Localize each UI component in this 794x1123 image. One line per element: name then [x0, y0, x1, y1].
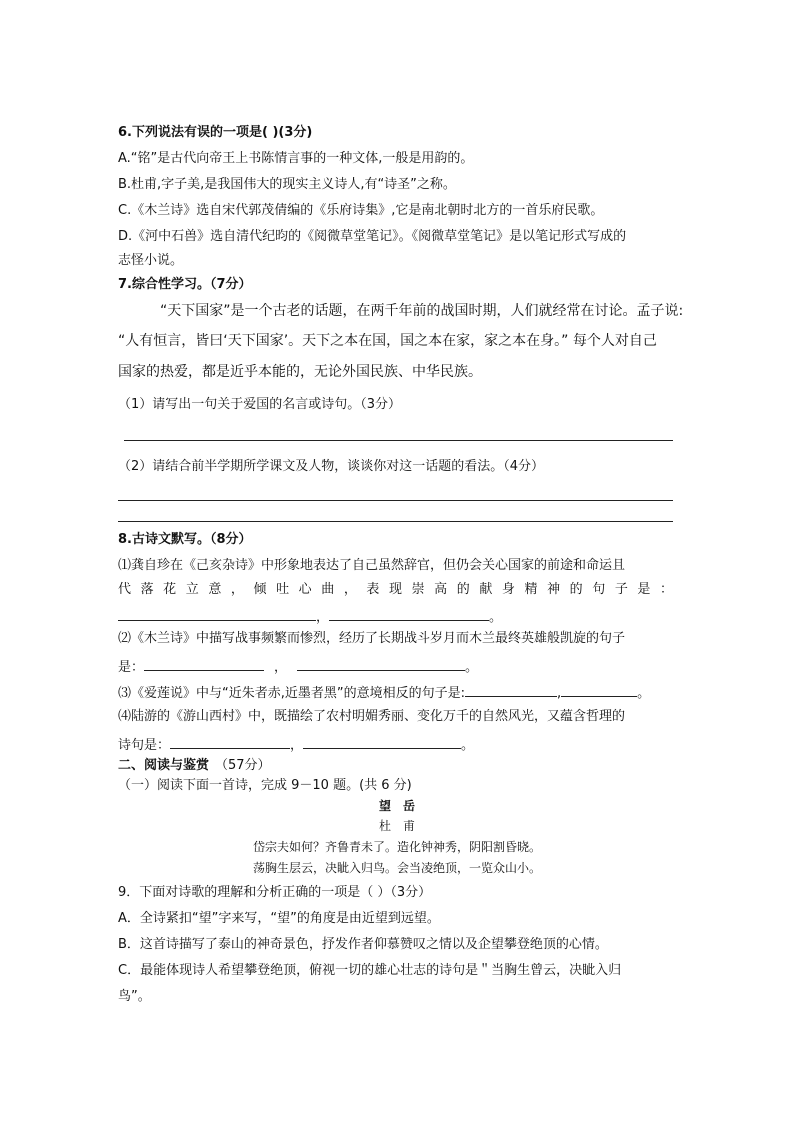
prefix: 是： [118, 660, 145, 675]
q6-title: 6.下列说法有误的一项是( )(3分) [118, 125, 313, 140]
q8-item1-line1: ⑴龚自珍在《己亥杂诗》中形象地表达了自己虽然辞官，但仍会关心国家的前途和命运且 [118, 558, 626, 573]
q9-option-a: A．全诗紧扣“望”字来写，“望”的角度是由近望到远望。 [118, 911, 440, 926]
q9-option-c-line2: 鸟”。 [118, 989, 151, 1004]
q7-paragraph-line1: “天下国家”是一个古老的话题，在两千年前的战国时期，人们就经常在讨论。孟子说: [160, 303, 684, 319]
poem-line-1: 岱宗夫如何？齐鲁青未了。造化钟神秀，阴阳割昏晓。 [252, 840, 541, 854]
fill-blank[interactable] [303, 734, 461, 749]
section2-heading [118, 757, 271, 775]
fill-blank[interactable] [144, 656, 264, 671]
q7-title: 7.综合性学习。（7分） [118, 277, 252, 292]
answer-line[interactable] [124, 440, 673, 441]
q7-subquestion-1: （1）请写出一句关于爱国的名言或诗句。（3分） [118, 397, 402, 412]
answer-line[interactable] [118, 500, 673, 501]
separator: , [556, 686, 562, 701]
period: 。 [465, 660, 479, 675]
poem-author: 杜 甫 [378, 819, 415, 833]
separator: ， [274, 660, 288, 675]
q8-item1-answer-row [118, 606, 502, 627]
q8-item4-answer-row [118, 734, 474, 755]
q7-paragraph-line3: 国家的热爱，都是近乎本能的，无论外国民族、中华民族。 [118, 364, 482, 380]
poem-line-2: 荡胸生层云，决眦入归鸟。会当凌绝顶，一览众山小。 [252, 861, 541, 875]
fill-blank[interactable] [297, 656, 465, 671]
separator: ， [316, 610, 330, 625]
q6-option-a: A.“铭”是古代向帝王上书陈情言事的一种文体,一般是用韵的。 [118, 151, 474, 166]
q6-option-b: B.杜甫,字子美,是我国伟大的现实主义诗人,有“诗圣”之称。 [118, 177, 456, 192]
q8-item3-row [118, 682, 650, 703]
q9-option-b: B．这首诗描写了泰山的神奇景色，抒发作者仰慕赞叹之情以及企望攀登绝顶的心情。 [118, 937, 608, 952]
period: 。 [489, 610, 503, 625]
period: 。 [461, 738, 475, 753]
q6-option-d-line1: D.《河中石兽》选自清代纪昀的《阅微草堂笔记》。《阅微草堂笔记》是以笔记形式写成的 [118, 229, 627, 244]
fill-blank[interactable] [329, 606, 489, 621]
q8-item2-answer-row [118, 656, 478, 677]
fill-blank[interactable] [118, 606, 316, 621]
prefix: ⑶《爱莲说》中与“近朱者赤,近墨者黑”的意境相反的句子是: [118, 686, 465, 701]
q9-title: 9．下面对诗歌的理解和分析正确的一项是（ ）（3分） [118, 885, 432, 900]
q6-option-c: C.《木兰诗》选自宋代郭茂倩编的《乐府诗集》,它是南北朝时北方的一首乐府民歌。 [118, 203, 604, 218]
answer-line[interactable] [118, 521, 673, 522]
section2-title: 二、阅读与鉴赏 [118, 758, 210, 773]
fill-blank[interactable] [170, 734, 290, 749]
q8-item1-line2: 代落花立意，倾吐心曲，表现崇高的献身精神的句子是： [118, 582, 673, 597]
fill-blank[interactable] [561, 682, 637, 697]
section2-subheading: （一）阅读下面一首诗，完成 9－10 题。(共 6 分) [118, 778, 412, 793]
fill-blank[interactable] [465, 682, 557, 697]
q9-option-c-line1: C．最能体现诗人希望攀登绝顶，俯视一切的雄心壮志的诗句是＂当胸生曾云，决眦入归 [118, 963, 622, 978]
q6-option-d-line2: 志怪小说。 [118, 253, 184, 268]
q7-subquestion-2: （2）请结合前半学期所学课文及人物，谈谈你对这一话题的看法。（4分） [118, 459, 545, 474]
section2-score: （57分） [215, 758, 271, 773]
separator: ， [290, 738, 304, 753]
poem-title: 望 岳 [378, 799, 415, 813]
q8-item2-line1: ⑵《木兰诗》中描写战事频繁而惨烈，经历了长期战斗岁月而木兰最终英雄般凯旋的句子 [118, 631, 626, 646]
q8-title: 8.古诗文默写。（8分） [118, 532, 252, 547]
period: 。 [637, 686, 651, 701]
q7-paragraph-line2: “人有恒言，皆曰‘天下国家’。天下之本在国，国之本在家，家之本在身。” 每个人对自己 [118, 333, 657, 349]
q8-item4-line1: ⑷陆游的《游山西村》中，既描绘了农村明媚秀丽、变化万千的自然风光，又蕴含哲理的 [118, 709, 626, 724]
prefix: 诗句是： [118, 738, 171, 753]
